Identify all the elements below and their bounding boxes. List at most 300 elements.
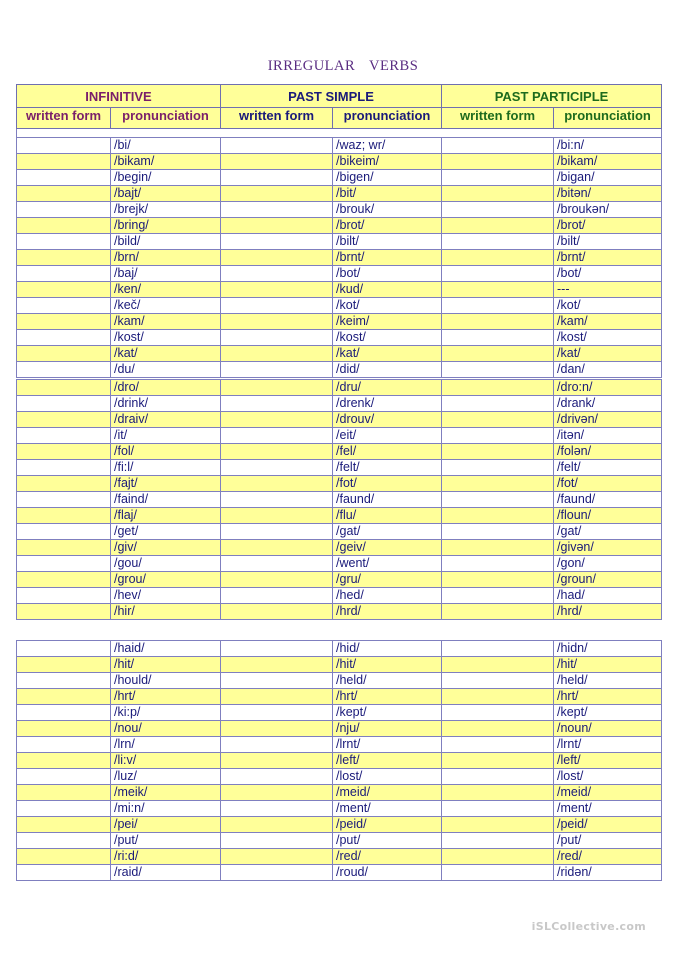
infinitive-written-cell xyxy=(17,202,111,218)
past-participle-written-cell xyxy=(442,170,554,186)
past-participle-written-cell xyxy=(442,689,554,705)
infinitive-pronunciation-cell: /pei/ xyxy=(111,817,221,833)
infinitive-pronunciation-cell: /it/ xyxy=(111,428,221,444)
infinitive-pronunciation-cell: /du/ xyxy=(111,362,221,379)
infinitive-written-cell xyxy=(17,817,111,833)
past-simple-pronunciation-cell: /brnt/ xyxy=(333,250,442,266)
past-simple-pronunciation-cell: /waz; wr/ xyxy=(333,138,442,154)
infinitive-pronunciation-cell: /luz/ xyxy=(111,769,221,785)
past-participle-written-cell xyxy=(442,186,554,202)
header-past-participle: PAST PARTICIPLE xyxy=(442,85,662,108)
infinitive-pronunciation-cell: /faind/ xyxy=(111,492,221,508)
table-row xyxy=(17,737,662,753)
past-simple-pronunciation-cell: /did/ xyxy=(333,362,442,379)
past-participle-pronunciation-cell: /drank/ xyxy=(554,396,662,412)
past-simple-pronunciation-cell: /kost/ xyxy=(333,330,442,346)
table-row xyxy=(17,379,662,396)
past-simple-written-cell xyxy=(221,737,333,753)
past-participle-pronunciation-cell: /felt/ xyxy=(554,460,662,476)
infinitive-written-cell xyxy=(17,234,111,250)
past-simple-pronunciation-cell: /put/ xyxy=(333,833,442,849)
infinitive-written-cell xyxy=(17,379,111,396)
past-participle-pronunciation-cell: /hrt/ xyxy=(554,689,662,705)
past-simple-written-cell xyxy=(221,282,333,298)
subheader-written-form: written form xyxy=(442,108,554,129)
infinitive-written-cell xyxy=(17,556,111,572)
site-watermark: iSLCollective.com xyxy=(531,920,646,933)
past-simple-written-cell xyxy=(221,492,333,508)
infinitive-pronunciation-cell: /grou/ xyxy=(111,572,221,588)
past-participle-pronunciation-cell: /red/ xyxy=(554,849,662,865)
past-participle-pronunciation-cell: /kost/ xyxy=(554,330,662,346)
past-simple-written-cell xyxy=(221,657,333,673)
past-participle-pronunciation-cell: /hrd/ xyxy=(554,604,662,620)
past-simple-pronunciation-cell: /lost/ xyxy=(333,769,442,785)
table-row xyxy=(17,849,662,865)
past-participle-pronunciation-cell: /held/ xyxy=(554,673,662,689)
table-row xyxy=(17,721,662,737)
past-simple-pronunciation-cell: /keim/ xyxy=(333,314,442,330)
infinitive-written-cell xyxy=(17,492,111,508)
past-participle-pronunciation-cell: /drivən/ xyxy=(554,412,662,428)
infinitive-written-cell xyxy=(17,508,111,524)
table-row xyxy=(17,362,662,379)
infinitive-written-cell xyxy=(17,266,111,282)
table-row xyxy=(17,588,662,604)
past-simple-written-cell xyxy=(221,476,333,492)
infinitive-written-cell xyxy=(17,753,111,769)
past-simple-written-cell xyxy=(221,379,333,396)
past-simple-written-cell xyxy=(221,314,333,330)
past-simple-written-cell xyxy=(221,396,333,412)
infinitive-pronunciation-cell: /dro/ xyxy=(111,379,221,396)
past-simple-written-cell xyxy=(221,154,333,170)
subheader-pronunciation: pronunciation xyxy=(554,108,662,129)
past-simple-pronunciation-cell: /dru/ xyxy=(333,379,442,396)
past-simple-pronunciation-cell: /hrt/ xyxy=(333,689,442,705)
past-participle-pronunciation-cell: /peid/ xyxy=(554,817,662,833)
infinitive-written-cell xyxy=(17,657,111,673)
table-row xyxy=(17,572,662,588)
table-row xyxy=(17,266,662,282)
past-participle-pronunciation-cell: /fot/ xyxy=(554,476,662,492)
past-simple-written-cell xyxy=(221,817,333,833)
infinitive-written-cell xyxy=(17,769,111,785)
past-participle-written-cell xyxy=(442,460,554,476)
past-simple-written-cell xyxy=(221,524,333,540)
infinitive-written-cell xyxy=(17,689,111,705)
infinitive-pronunciation-cell: /nou/ xyxy=(111,721,221,737)
past-participle-written-cell xyxy=(442,572,554,588)
infinitive-pronunciation-cell: /mi:n/ xyxy=(111,801,221,817)
table-row xyxy=(17,524,662,540)
infinitive-written-cell xyxy=(17,138,111,154)
past-simple-pronunciation-cell: /faund/ xyxy=(333,492,442,508)
infinitive-written-cell xyxy=(17,460,111,476)
past-participle-written-cell xyxy=(442,202,554,218)
table-row xyxy=(17,234,662,250)
infinitive-written-cell xyxy=(17,186,111,202)
past-participle-pronunciation-cell: /dro:n/ xyxy=(554,379,662,396)
subheader-pronunciation: pronunciation xyxy=(333,108,442,129)
past-participle-pronunciation-cell: /left/ xyxy=(554,753,662,769)
past-simple-written-cell xyxy=(221,460,333,476)
past-participle-pronunciation-cell: /brnt/ xyxy=(554,250,662,266)
past-simple-pronunciation-cell: /brouk/ xyxy=(333,202,442,218)
past-participle-pronunciation-cell: /lrnt/ xyxy=(554,737,662,753)
infinitive-pronunciation-cell: /keč/ xyxy=(111,298,221,314)
past-participle-written-cell xyxy=(442,604,554,620)
past-participle-pronunciation-cell: /givən/ xyxy=(554,540,662,556)
infinitive-written-cell xyxy=(17,785,111,801)
infinitive-pronunciation-cell: /put/ xyxy=(111,833,221,849)
past-participle-pronunciation-cell: /floun/ xyxy=(554,508,662,524)
past-simple-pronunciation-cell: /hid/ xyxy=(333,641,442,657)
past-participle-pronunciation-cell: /lost/ xyxy=(554,769,662,785)
past-simple-written-cell xyxy=(221,604,333,620)
past-participle-written-cell xyxy=(442,556,554,572)
past-participle-written-cell xyxy=(442,138,554,154)
past-simple-pronunciation-cell: /lrnt/ xyxy=(333,737,442,753)
past-simple-pronunciation-cell: /hit/ xyxy=(333,657,442,673)
table-row xyxy=(17,817,662,833)
infinitive-written-cell xyxy=(17,572,111,588)
past-participle-written-cell xyxy=(442,817,554,833)
infinitive-pronunciation-cell: /bring/ xyxy=(111,218,221,234)
past-simple-pronunciation-cell: /geiv/ xyxy=(333,540,442,556)
past-participle-pronunciation-cell: /dan/ xyxy=(554,362,662,379)
past-participle-pronunciation-cell: /bigan/ xyxy=(554,170,662,186)
past-participle-written-cell xyxy=(442,588,554,604)
table-row xyxy=(17,428,662,444)
past-simple-pronunciation-cell: /left/ xyxy=(333,753,442,769)
infinitive-written-cell xyxy=(17,282,111,298)
past-simple-written-cell xyxy=(221,266,333,282)
past-simple-pronunciation-cell: /nju/ xyxy=(333,721,442,737)
infinitive-written-cell xyxy=(17,444,111,460)
infinitive-written-cell xyxy=(17,801,111,817)
past-participle-written-cell xyxy=(442,657,554,673)
irregular-verbs-table-1 xyxy=(16,84,662,620)
past-participle-written-cell xyxy=(442,673,554,689)
past-participle-pronunciation-cell: /folən/ xyxy=(554,444,662,460)
past-participle-pronunciation-cell: /broukən/ xyxy=(554,202,662,218)
infinitive-written-cell xyxy=(17,428,111,444)
irregular-verbs-table-2 xyxy=(16,640,662,881)
past-simple-pronunciation-cell: /eit/ xyxy=(333,428,442,444)
past-simple-pronunciation-cell: /held/ xyxy=(333,673,442,689)
infinitive-pronunciation-cell: /fi:l/ xyxy=(111,460,221,476)
past-participle-written-cell xyxy=(442,412,554,428)
past-participle-written-cell xyxy=(442,396,554,412)
infinitive-written-cell xyxy=(17,540,111,556)
infinitive-pronunciation-cell: /raid/ xyxy=(111,865,221,881)
infinitive-pronunciation-cell: /meik/ xyxy=(111,785,221,801)
infinitive-pronunciation-cell: /bild/ xyxy=(111,234,221,250)
past-simple-written-cell xyxy=(221,849,333,865)
past-simple-written-cell xyxy=(221,202,333,218)
past-participle-written-cell xyxy=(442,154,554,170)
infinitive-written-cell xyxy=(17,737,111,753)
past-participle-written-cell xyxy=(442,346,554,362)
past-simple-written-cell xyxy=(221,705,333,721)
past-simple-pronunciation-cell: /hrd/ xyxy=(333,604,442,620)
table-row xyxy=(17,508,662,524)
past-simple-written-cell xyxy=(221,170,333,186)
table-row xyxy=(17,282,662,298)
past-simple-written-cell xyxy=(221,540,333,556)
past-simple-written-cell xyxy=(221,721,333,737)
past-participle-written-cell xyxy=(442,641,554,657)
infinitive-written-cell xyxy=(17,154,111,170)
past-participle-written-cell xyxy=(442,833,554,849)
infinitive-pronunciation-cell: /fol/ xyxy=(111,444,221,460)
infinitive-pronunciation-cell: /begin/ xyxy=(111,170,221,186)
past-participle-written-cell xyxy=(442,721,554,737)
table-row xyxy=(17,218,662,234)
past-participle-pronunciation-cell: /ridən/ xyxy=(554,865,662,881)
past-simple-pronunciation-cell: /bilt/ xyxy=(333,234,442,250)
past-simple-pronunciation-cell: /kat/ xyxy=(333,346,442,362)
past-participle-pronunciation-cell: /meid/ xyxy=(554,785,662,801)
past-participle-written-cell xyxy=(442,785,554,801)
table-row xyxy=(17,460,662,476)
past-simple-written-cell xyxy=(221,556,333,572)
past-participle-pronunciation-cell: /faund/ xyxy=(554,492,662,508)
infinitive-written-cell xyxy=(17,170,111,186)
infinitive-written-cell xyxy=(17,588,111,604)
infinitive-written-cell xyxy=(17,476,111,492)
infinitive-pronunciation-cell: /giv/ xyxy=(111,540,221,556)
infinitive-written-cell xyxy=(17,849,111,865)
past-participle-written-cell xyxy=(442,266,554,282)
past-simple-pronunciation-cell: /kud/ xyxy=(333,282,442,298)
past-simple-pronunciation-cell: /went/ xyxy=(333,556,442,572)
infinitive-pronunciation-cell: /li:v/ xyxy=(111,753,221,769)
past-simple-written-cell xyxy=(221,186,333,202)
past-participle-written-cell xyxy=(442,476,554,492)
infinitive-pronunciation-cell: /hit/ xyxy=(111,657,221,673)
table-row xyxy=(17,769,662,785)
past-participle-pronunciation-cell: /brot/ xyxy=(554,218,662,234)
table-row xyxy=(17,444,662,460)
past-simple-pronunciation-cell: /peid/ xyxy=(333,817,442,833)
past-participle-pronunciation-cell: /bi:n/ xyxy=(554,138,662,154)
infinitive-pronunciation-cell: /ken/ xyxy=(111,282,221,298)
table-row xyxy=(17,657,662,673)
past-simple-pronunciation-cell: /gat/ xyxy=(333,524,442,540)
infinitive-pronunciation-cell: /bi/ xyxy=(111,138,221,154)
past-participle-pronunciation-cell: /kept/ xyxy=(554,705,662,721)
infinitive-pronunciation-cell: /brejk/ xyxy=(111,202,221,218)
past-participle-pronunciation-cell: /noun/ xyxy=(554,721,662,737)
past-simple-pronunciation-cell: /kept/ xyxy=(333,705,442,721)
past-simple-pronunciation-cell: /ment/ xyxy=(333,801,442,817)
table-row xyxy=(17,330,662,346)
past-participle-written-cell xyxy=(442,282,554,298)
table-row xyxy=(17,785,662,801)
past-participle-written-cell xyxy=(442,524,554,540)
table-row xyxy=(17,673,662,689)
past-simple-pronunciation-cell: /roud/ xyxy=(333,865,442,881)
infinitive-written-cell xyxy=(17,298,111,314)
past-simple-pronunciation-cell: /bot/ xyxy=(333,266,442,282)
past-simple-written-cell xyxy=(221,689,333,705)
past-simple-pronunciation-cell: /kot/ xyxy=(333,298,442,314)
past-participle-written-cell xyxy=(442,218,554,234)
infinitive-pronunciation-cell: /brn/ xyxy=(111,250,221,266)
past-participle-written-cell xyxy=(442,234,554,250)
past-simple-pronunciation-cell: /bikeim/ xyxy=(333,154,442,170)
past-participle-written-cell xyxy=(442,737,554,753)
infinitive-pronunciation-cell: /bajt/ xyxy=(111,186,221,202)
past-participle-pronunciation-cell: /gon/ xyxy=(554,556,662,572)
infinitive-written-cell xyxy=(17,250,111,266)
table-row xyxy=(17,556,662,572)
past-simple-pronunciation-cell: /flu/ xyxy=(333,508,442,524)
infinitive-pronunciation-cell: /lrn/ xyxy=(111,737,221,753)
past-participle-written-cell xyxy=(442,753,554,769)
past-participle-written-cell xyxy=(442,492,554,508)
past-participle-written-cell xyxy=(442,250,554,266)
subheader-written-form: written form xyxy=(17,108,111,129)
past-participle-pronunciation-cell: /bilt/ xyxy=(554,234,662,250)
past-simple-written-cell xyxy=(221,588,333,604)
past-simple-written-cell xyxy=(221,865,333,881)
infinitive-pronunciation-cell: /hev/ xyxy=(111,588,221,604)
infinitive-pronunciation-cell: /kam/ xyxy=(111,314,221,330)
past-participle-written-cell xyxy=(442,330,554,346)
table-row xyxy=(17,476,662,492)
past-simple-pronunciation-cell: /bigen/ xyxy=(333,170,442,186)
past-participle-written-cell xyxy=(442,314,554,330)
infinitive-pronunciation-cell: /gou/ xyxy=(111,556,221,572)
table-row xyxy=(17,154,662,170)
table-row xyxy=(17,705,662,721)
infinitive-written-cell xyxy=(17,524,111,540)
past-participle-written-cell xyxy=(442,362,554,379)
table-row xyxy=(17,492,662,508)
past-simple-written-cell xyxy=(221,234,333,250)
past-participle-written-cell xyxy=(442,801,554,817)
table-row xyxy=(17,396,662,412)
past-simple-written-cell xyxy=(221,444,333,460)
table-row xyxy=(17,250,662,266)
past-participle-written-cell xyxy=(442,705,554,721)
past-simple-pronunciation-cell: /fel/ xyxy=(333,444,442,460)
infinitive-pronunciation-cell: /flaj/ xyxy=(111,508,221,524)
infinitive-pronunciation-cell: /baj/ xyxy=(111,266,221,282)
past-simple-written-cell xyxy=(221,801,333,817)
table-row xyxy=(17,865,662,881)
infinitive-pronunciation-cell: /fajt/ xyxy=(111,476,221,492)
infinitive-written-cell xyxy=(17,314,111,330)
past-participle-pronunciation-cell: /kot/ xyxy=(554,298,662,314)
infinitive-written-cell xyxy=(17,330,111,346)
infinitive-pronunciation-cell: /draiv/ xyxy=(111,412,221,428)
past-simple-pronunciation-cell: /drenk/ xyxy=(333,396,442,412)
past-participle-pronunciation-cell: /kat/ xyxy=(554,346,662,362)
infinitive-pronunciation-cell: /get/ xyxy=(111,524,221,540)
past-participle-pronunciation-cell: /kam/ xyxy=(554,314,662,330)
table-row xyxy=(17,689,662,705)
past-simple-pronunciation-cell: /drouv/ xyxy=(333,412,442,428)
past-participle-pronunciation-cell: /groun/ xyxy=(554,572,662,588)
past-simple-written-cell xyxy=(221,641,333,657)
past-simple-written-cell xyxy=(221,785,333,801)
infinitive-written-cell xyxy=(17,346,111,362)
past-participle-pronunciation-cell: /hit/ xyxy=(554,657,662,673)
past-simple-written-cell xyxy=(221,346,333,362)
header-past-simple: PAST SIMPLE xyxy=(221,85,442,108)
infinitive-pronunciation-cell: /ki:p/ xyxy=(111,705,221,721)
table-row xyxy=(17,540,662,556)
table-row xyxy=(17,346,662,362)
past-simple-written-cell xyxy=(221,412,333,428)
past-participle-pronunciation-cell: /itən/ xyxy=(554,428,662,444)
table-row xyxy=(17,753,662,769)
table-row xyxy=(17,138,662,154)
past-participle-written-cell xyxy=(442,865,554,881)
past-simple-written-cell xyxy=(221,362,333,379)
subheader-pronunciation: pronunciation xyxy=(111,108,221,129)
past-simple-written-cell xyxy=(221,572,333,588)
past-participle-pronunciation-cell: /hidn/ xyxy=(554,641,662,657)
past-simple-written-cell xyxy=(221,769,333,785)
past-simple-pronunciation-cell: /gru/ xyxy=(333,572,442,588)
past-participle-written-cell xyxy=(442,508,554,524)
header-infinitive: INFINITIVE xyxy=(17,85,221,108)
past-participle-pronunciation-cell: /bot/ xyxy=(554,266,662,282)
subheader-written-form: written form xyxy=(221,108,333,129)
past-participle-pronunciation-cell: /bikam/ xyxy=(554,154,662,170)
past-simple-pronunciation-cell: /bit/ xyxy=(333,186,442,202)
table-row xyxy=(17,641,662,657)
infinitive-written-cell xyxy=(17,673,111,689)
infinitive-pronunciation-cell: /ri:d/ xyxy=(111,849,221,865)
infinitive-written-cell xyxy=(17,412,111,428)
past-simple-pronunciation-cell: /fot/ xyxy=(333,476,442,492)
worksheet-title: IRREGULAR VERBS xyxy=(267,58,419,74)
past-simple-written-cell xyxy=(221,508,333,524)
past-participle-pronunciation-cell: /bitən/ xyxy=(554,186,662,202)
past-simple-written-cell xyxy=(221,138,333,154)
past-participle-pronunciation-cell: /ment/ xyxy=(554,801,662,817)
past-participle-written-cell xyxy=(442,298,554,314)
past-simple-written-cell xyxy=(221,673,333,689)
past-simple-pronunciation-cell: /red/ xyxy=(333,849,442,865)
past-participle-written-cell xyxy=(442,540,554,556)
past-participle-written-cell xyxy=(442,379,554,396)
infinitive-written-cell xyxy=(17,641,111,657)
infinitive-written-cell xyxy=(17,865,111,881)
table-row xyxy=(17,604,662,620)
past-participle-written-cell xyxy=(442,769,554,785)
table-row xyxy=(17,833,662,849)
past-participle-written-cell xyxy=(442,849,554,865)
table-row xyxy=(17,801,662,817)
table-row xyxy=(17,186,662,202)
past-simple-written-cell xyxy=(221,833,333,849)
infinitive-pronunciation-cell: /haid/ xyxy=(111,641,221,657)
past-simple-written-cell xyxy=(221,218,333,234)
past-participle-written-cell xyxy=(442,444,554,460)
past-simple-written-cell xyxy=(221,250,333,266)
past-simple-written-cell xyxy=(221,428,333,444)
infinitive-pronunciation-cell: /drink/ xyxy=(111,396,221,412)
past-simple-pronunciation-cell: /felt/ xyxy=(333,460,442,476)
infinitive-written-cell xyxy=(17,396,111,412)
